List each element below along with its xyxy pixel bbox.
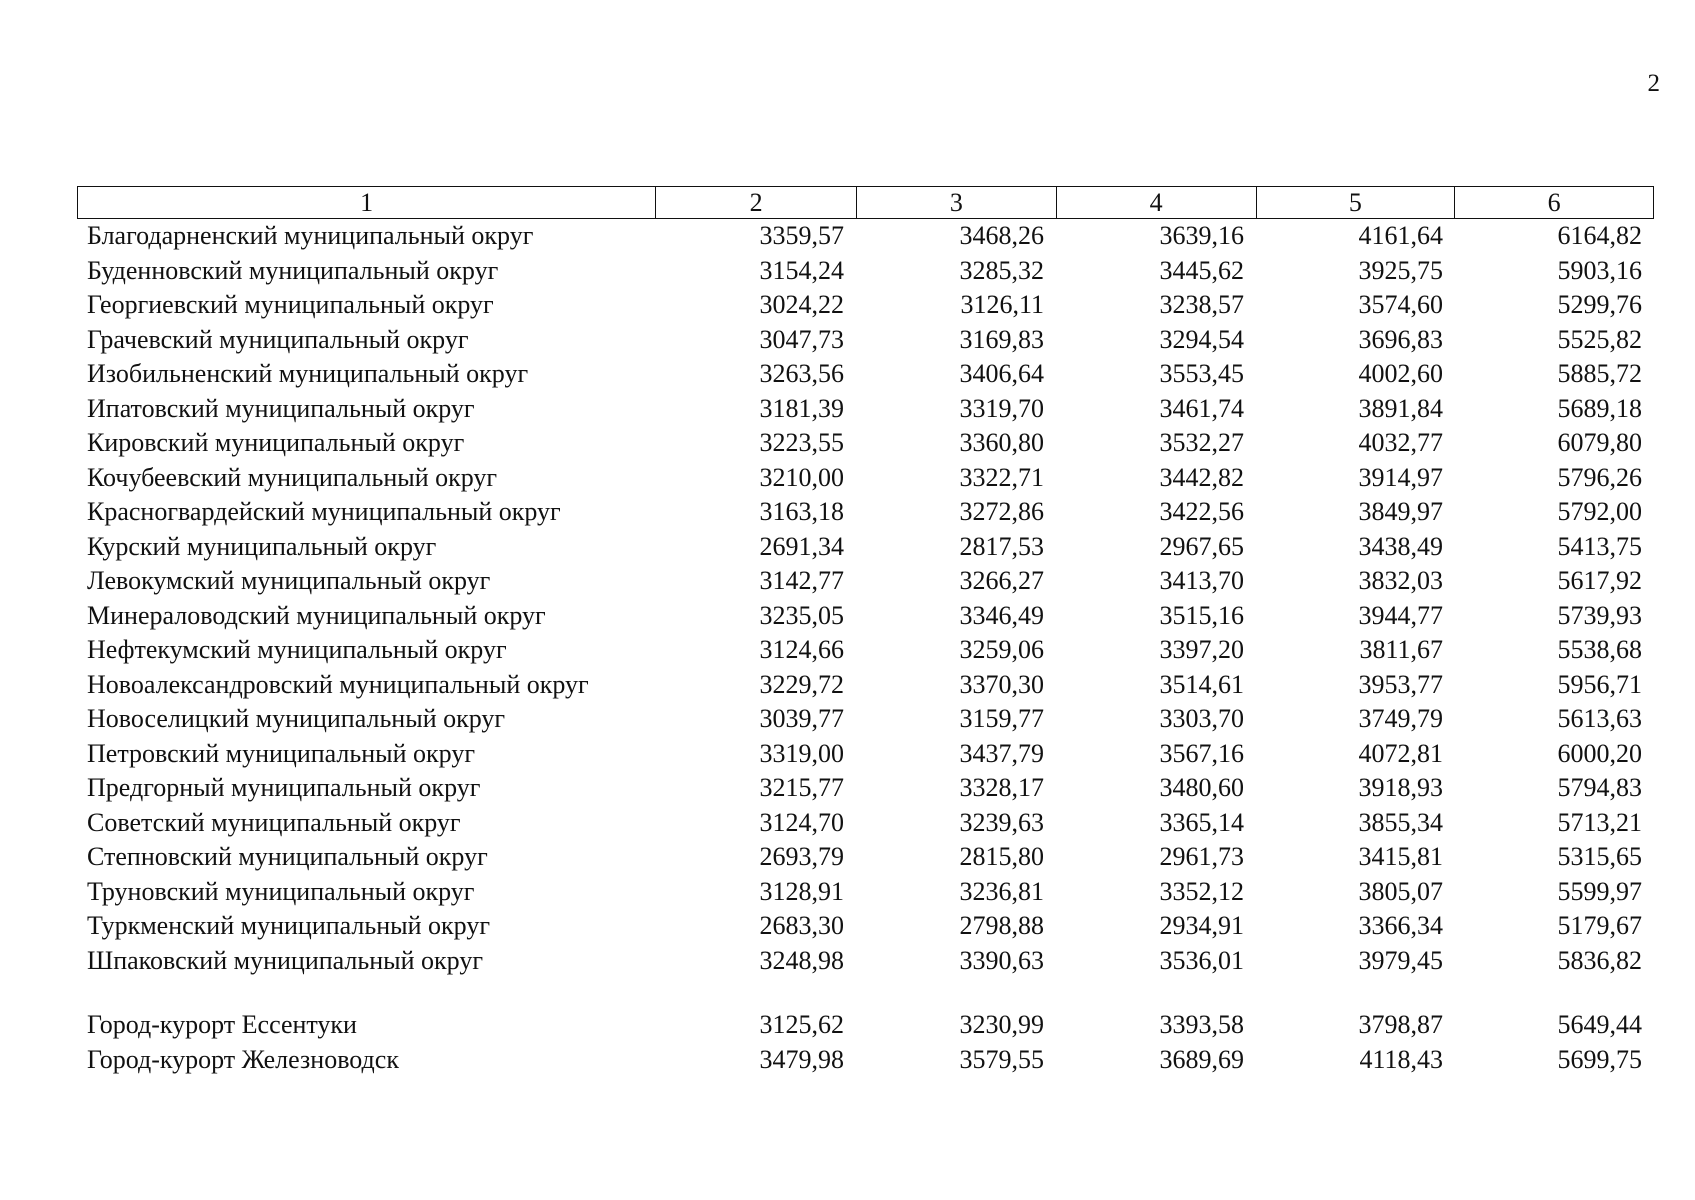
municipality-name: Георгиевский муниципальный округ xyxy=(87,290,494,320)
value-cell: 3124,66 xyxy=(759,635,844,665)
table-row xyxy=(77,944,1654,979)
column-header: 2 xyxy=(655,187,856,218)
value-cell: 3238,57 xyxy=(1159,290,1244,320)
value-cell: 3574,60 xyxy=(1358,290,1443,320)
municipality-name: Новоалександровский муниципальный округ xyxy=(87,669,589,699)
value-cell: 5649,44 xyxy=(1557,1010,1642,1040)
value-cell: 3294,54 xyxy=(1159,324,1244,354)
value-cell: 3849,97 xyxy=(1358,497,1443,527)
value-cell: 3514,61 xyxy=(1159,669,1244,699)
value-cell: 3128,91 xyxy=(759,876,844,906)
value-cell: 3979,45 xyxy=(1358,945,1443,975)
value-cell: 3406,64 xyxy=(959,359,1044,389)
value-cell: 3393,58 xyxy=(1159,1010,1244,1040)
value-cell: 3696,83 xyxy=(1358,324,1443,354)
municipality-name: Новоселицкий муниципальный округ xyxy=(87,704,506,734)
table-row xyxy=(77,840,1654,875)
municipality-name: Ипатовский муниципальный округ xyxy=(87,393,475,423)
value-cell: 3442,82 xyxy=(1159,462,1244,492)
table-row xyxy=(77,219,1654,254)
municipality-name: Степновский муниципальный округ xyxy=(87,842,488,872)
value-cell: 3163,18 xyxy=(759,497,844,527)
value-cell: 3855,34 xyxy=(1358,807,1443,837)
city-table-body xyxy=(77,1008,1654,1077)
value-cell: 3319,00 xyxy=(759,738,844,768)
municipality-name: Минераловодский муниципальный округ xyxy=(87,600,546,630)
value-cell: 2693,79 xyxy=(759,842,844,872)
value-cell: 3811,67 xyxy=(1359,635,1443,665)
value-cell: 3749,79 xyxy=(1358,704,1443,734)
section-gap xyxy=(77,978,1654,1008)
value-cell: 3229,72 xyxy=(759,669,844,699)
table-row xyxy=(77,875,1654,910)
table-row xyxy=(77,461,1654,496)
value-cell: 3303,70 xyxy=(1159,704,1244,734)
municipality-name: Изобильненский муниципальный округ xyxy=(87,359,529,389)
value-cell: 3263,56 xyxy=(759,359,844,389)
value-cell: 2967,65 xyxy=(1159,531,1244,561)
value-cell: 3891,84 xyxy=(1358,393,1443,423)
value-cell: 5613,63 xyxy=(1557,704,1642,734)
value-cell: 5713,21 xyxy=(1557,807,1642,837)
value-cell: 3397,20 xyxy=(1159,635,1244,665)
municipality-name: Красногвардейский муниципальный округ xyxy=(87,497,561,527)
table-row xyxy=(77,1008,1654,1043)
value-cell: 3236,81 xyxy=(959,876,1044,906)
value-cell: 5794,83 xyxy=(1557,773,1642,803)
table-row xyxy=(77,564,1654,599)
value-cell: 3918,93 xyxy=(1358,773,1443,803)
value-cell: 5796,26 xyxy=(1557,462,1642,492)
municipality-name: Буденновский муниципальный округ xyxy=(87,255,499,285)
value-cell: 5699,75 xyxy=(1557,1044,1642,1074)
value-cell: 6000,20 xyxy=(1557,738,1642,768)
value-cell: 3047,73 xyxy=(759,324,844,354)
table-row xyxy=(77,702,1654,737)
value-cell: 5739,93 xyxy=(1557,600,1642,630)
value-cell: 3154,24 xyxy=(759,255,844,285)
value-cell: 6079,80 xyxy=(1557,428,1642,458)
value-cell: 3914,97 xyxy=(1358,462,1443,492)
table-row xyxy=(77,530,1654,565)
table-row xyxy=(77,254,1654,289)
value-cell: 3248,98 xyxy=(759,945,844,975)
table-row xyxy=(77,806,1654,841)
table-row xyxy=(77,357,1654,392)
value-cell: 3515,16 xyxy=(1159,600,1244,630)
municipality-name: Туркменский муниципальный округ xyxy=(87,911,490,941)
value-cell: 3346,49 xyxy=(959,600,1044,630)
value-cell: 3259,06 xyxy=(959,635,1044,665)
value-cell: 3142,77 xyxy=(759,566,844,596)
municipality-name: Петровский муниципальный округ xyxy=(87,738,475,768)
value-cell: 2961,73 xyxy=(1159,842,1244,872)
table-row xyxy=(77,737,1654,772)
value-cell: 5792,00 xyxy=(1557,497,1642,527)
value-cell: 3365,14 xyxy=(1159,807,1244,837)
value-cell: 3215,77 xyxy=(759,773,844,803)
value-cell: 5956,71 xyxy=(1557,669,1642,699)
value-cell: 3579,55 xyxy=(959,1044,1044,1074)
value-cell: 3422,56 xyxy=(1159,497,1244,527)
value-cell: 2815,80 xyxy=(959,842,1044,872)
value-cell: 5599,97 xyxy=(1557,876,1642,906)
value-cell: 3437,79 xyxy=(959,738,1044,768)
value-cell: 5413,75 xyxy=(1557,531,1642,561)
value-cell: 5885,72 xyxy=(1557,359,1642,389)
table-row xyxy=(77,771,1654,806)
value-cell: 2691,34 xyxy=(759,531,844,561)
municipality-name: Нефтекумский муниципальный округ xyxy=(87,635,507,665)
table-body xyxy=(77,219,1654,978)
municipality-name: Советский муниципальный округ xyxy=(87,807,461,837)
municipality-name: Кировский муниципальный округ xyxy=(87,428,465,458)
value-cell: 3532,27 xyxy=(1159,428,1244,458)
municipality-name: Благодарненский муниципальный округ xyxy=(87,221,534,251)
value-cell: 3352,12 xyxy=(1159,876,1244,906)
value-cell: 5179,67 xyxy=(1557,911,1642,941)
value-cell: 3461,74 xyxy=(1159,393,1244,423)
value-cell: 3272,86 xyxy=(959,497,1044,527)
value-cell: 3798,87 xyxy=(1358,1010,1443,1040)
value-cell: 2683,30 xyxy=(759,911,844,941)
column-header: 5 xyxy=(1256,187,1455,218)
value-cell: 4032,77 xyxy=(1358,428,1443,458)
table-row xyxy=(77,909,1654,944)
table-row xyxy=(77,599,1654,634)
value-cell: 3322,71 xyxy=(959,462,1044,492)
value-cell: 3126,11 xyxy=(960,290,1044,320)
municipality-name: Грачевский муниципальный округ xyxy=(87,324,469,354)
value-cell: 3480,60 xyxy=(1159,773,1244,803)
column-header: 4 xyxy=(1056,187,1256,218)
value-cell: 5525,82 xyxy=(1557,324,1642,354)
value-cell: 3390,63 xyxy=(959,945,1044,975)
table-row xyxy=(77,495,1654,530)
value-cell: 3468,26 xyxy=(959,221,1044,251)
value-cell: 3125,62 xyxy=(759,1010,844,1040)
value-cell: 5689,18 xyxy=(1557,393,1642,423)
value-cell: 3370,30 xyxy=(959,669,1044,699)
value-cell: 3359,57 xyxy=(759,221,844,251)
value-cell: 3223,55 xyxy=(759,428,844,458)
table-row xyxy=(77,426,1654,461)
value-cell: 2934,91 xyxy=(1159,911,1244,941)
value-cell: 3415,81 xyxy=(1358,842,1443,872)
value-cell: 2798,88 xyxy=(959,911,1044,941)
municipality-name: Город-курорт Железноводск xyxy=(87,1044,399,1074)
value-cell: 4002,60 xyxy=(1358,359,1443,389)
value-cell: 3039,77 xyxy=(759,704,844,734)
value-cell: 2817,53 xyxy=(959,531,1044,561)
value-cell: 3953,77 xyxy=(1358,669,1443,699)
table-row xyxy=(77,668,1654,703)
value-cell: 5903,16 xyxy=(1557,255,1642,285)
value-cell: 4072,81 xyxy=(1358,738,1443,768)
value-cell: 3124,70 xyxy=(759,807,844,837)
value-cell: 6164,82 xyxy=(1557,221,1642,251)
value-cell: 5836,82 xyxy=(1557,945,1642,975)
value-cell: 4118,43 xyxy=(1359,1044,1443,1074)
value-cell: 3360,80 xyxy=(959,428,1044,458)
value-cell: 3553,45 xyxy=(1159,359,1244,389)
value-cell: 3639,16 xyxy=(1159,221,1244,251)
value-cell: 3239,63 xyxy=(959,807,1044,837)
value-cell: 3230,99 xyxy=(959,1010,1044,1040)
municipality-name: Курский муниципальный округ xyxy=(87,531,437,561)
value-cell: 3159,77 xyxy=(959,704,1044,734)
value-cell: 3266,27 xyxy=(959,566,1044,596)
value-cell: 3413,70 xyxy=(1159,566,1244,596)
value-cell: 3366,34 xyxy=(1358,911,1443,941)
value-cell: 5617,92 xyxy=(1557,566,1642,596)
table-row xyxy=(77,1043,1654,1078)
value-cell: 3169,83 xyxy=(959,324,1044,354)
value-cell: 5538,68 xyxy=(1557,635,1642,665)
value-cell: 5315,65 xyxy=(1557,842,1642,872)
column-header: 1 xyxy=(360,187,374,217)
value-cell: 3328,17 xyxy=(959,773,1044,803)
value-cell: 3944,77 xyxy=(1358,600,1443,630)
municipality-name: Кочубеевский муниципальный округ xyxy=(87,462,498,492)
value-cell: 4161,64 xyxy=(1358,221,1443,251)
value-cell: 3285,32 xyxy=(959,255,1044,285)
value-cell: 3925,75 xyxy=(1358,255,1443,285)
value-cell: 3024,22 xyxy=(759,290,844,320)
value-cell: 3832,03 xyxy=(1358,566,1443,596)
value-cell: 3210,00 xyxy=(759,462,844,492)
data-table xyxy=(77,186,1654,1077)
value-cell: 3689,69 xyxy=(1159,1044,1244,1074)
municipality-name: Труновский муниципальный округ xyxy=(87,876,475,906)
column-header: 6 xyxy=(1454,187,1653,218)
column-header: 3 xyxy=(856,187,1056,218)
municipality-name: Предгорный муниципальный округ xyxy=(87,773,481,803)
municipality-name: Шпаковский муниципальный округ xyxy=(87,945,483,975)
value-cell: 3235,05 xyxy=(759,600,844,630)
value-cell: 3319,70 xyxy=(959,393,1044,423)
value-cell: 3438,49 xyxy=(1358,531,1443,561)
value-cell: 3567,16 xyxy=(1159,738,1244,768)
table-row xyxy=(77,288,1654,323)
municipality-name: Город-курорт Ессентуки xyxy=(87,1010,357,1040)
value-cell: 3536,01 xyxy=(1159,945,1244,975)
table-header xyxy=(77,186,1654,219)
table-row xyxy=(77,323,1654,358)
value-cell: 3479,98 xyxy=(759,1044,844,1074)
value-cell: 3805,07 xyxy=(1358,876,1443,906)
page-number: 2 xyxy=(1647,70,1660,97)
value-cell: 3181,39 xyxy=(759,393,844,423)
table-row xyxy=(77,633,1654,668)
municipality-name: Левокумский муниципальный округ xyxy=(87,566,491,596)
value-cell: 3445,62 xyxy=(1159,255,1244,285)
table-row xyxy=(77,392,1654,427)
value-cell: 5299,76 xyxy=(1557,290,1642,320)
